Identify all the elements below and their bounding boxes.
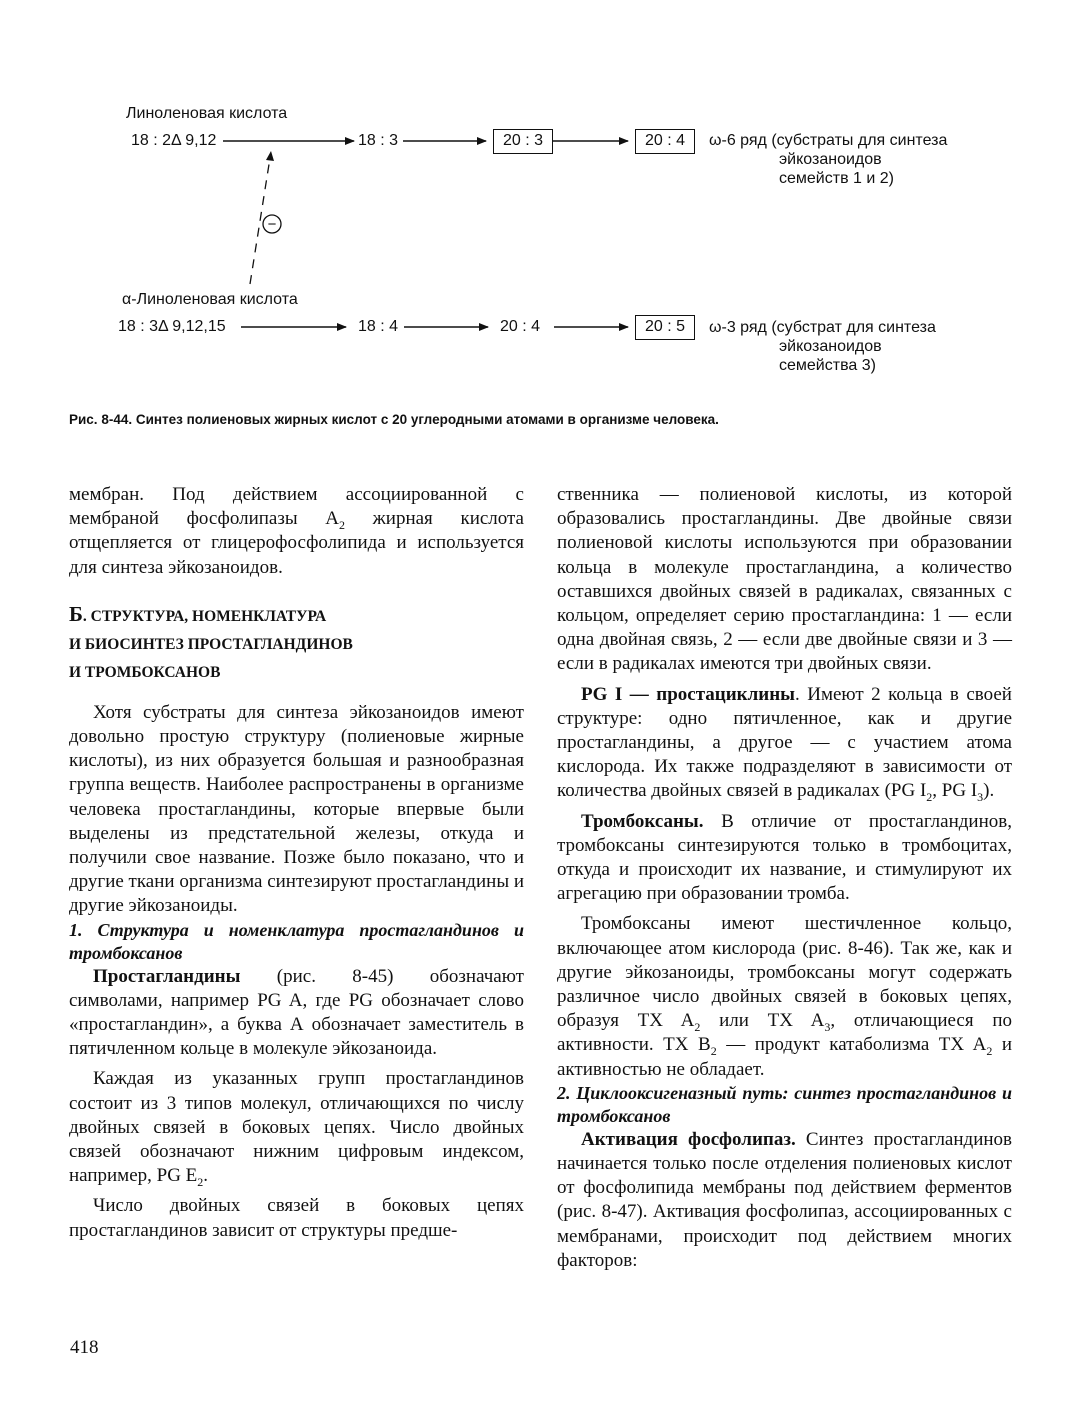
linoleic-acid-label: Линоленовая кислота — [126, 105, 288, 122]
r1-node-3-box: 20 : 3 — [493, 129, 553, 154]
left-column — [69, 483, 524, 1243]
figure-caption: Рис. 8-44. Синтез полиеновых жирных кислот с 20 углеродными атомами в организме человека. — [69, 412, 719, 427]
omega3-note-line1: ω-3 ряд (субстрат для синтеза — [709, 319, 936, 336]
omega6-note — [709, 131, 947, 188]
r1-node-4-box: 20 : 4 — [635, 129, 695, 154]
right-paragraph-phospholipase: Активация фосфолипаз. Синтез простагландинов начинается только после отделения полиеновых кислот от фосфолипида мембраны под действием ферментов (рис. 8-47). Активация фосфолипаз, ассоциированных с мембранами, происходит под действием многих факторов: — [557, 1128, 1012, 1271]
subheading-2: 2. Циклооксигеназный путь: синтез простагландинов и тромбоксанов — [557, 1082, 1012, 1126]
right-paragraph-thromboxanes: Тромбоксаны. В отличие от простагландинов, тромбоксаны синтезируются только в тромбоцитах, откуда и происходит их название, и стимулируют их агрегацию при образовании тромба. — [557, 810, 1012, 905]
alpha-linolenic-label: α-Линоленовая кислота — [122, 291, 298, 308]
r2-node-2: 18 : 4 — [358, 318, 399, 335]
r1-node-2: 18 : 3 — [358, 132, 399, 149]
left-paragraph-groups: Каждая из указанных групп простагландинов состоит из 3 типов молекул, отличающихся по числу двойных связей в боковых цепях. Число двойных связей обозначают нижним цифровым индексом, например, PG $E_2$. — [69, 1068, 524, 1190]
omega6-note-line1: ω-6 ряд (субстраты для синтеза — [709, 132, 948, 149]
omega3-note — [709, 318, 936, 375]
right-paragraph-continuation: ственника — полиеновой кислоты, из которой образовались простагландины. Две двойные связи полиеновой кислоты используются при образовании кольца в молекуле простагландина, а количество оставшихся двойных связей в радикалах, связанных с кольцом, определяет серию простагландина: 1 — если одна двойная связь, 2 — если две двойные связи и 3 — если в радикалах имеются три двойных связи. — [557, 484, 1012, 675]
r2-node-1: 18 : 3Δ 9,12,15 — [118, 318, 226, 335]
right-column — [557, 483, 1012, 1273]
page-number: 418 — [70, 1337, 99, 1358]
omega6-note-line3: семейств 1 и 2) — [779, 170, 894, 187]
section-heading-b: Б. СТРУКТУРА, НОМЕНКЛАТУРА И БИОСИНТЕЗ ПРОСТАГЛАНДИНОВ И ТРОМБОКСАНОВ — [69, 601, 353, 681]
omega6-note-line2: эйкозаноидов — [779, 151, 882, 168]
r1-node-1: 18 : 2Δ 9,12 — [131, 132, 217, 149]
omega3-note-line3: семейства 3) — [779, 357, 876, 374]
left-paragraph-double-bonds: Число двойных связей в боковых цепях простагландинов зависит от структуры предше- — [69, 1195, 524, 1241]
right-paragraph-pgi: PG I — простациклины. Имеют 2 кольца в своей структуре: одно пятичленное, как и другие простагландины, а другое — с участием атома кислорода. Их также подразделяют в зависимости от количества двойных связей в радикалах (PG $I_2$, PG $I_3$). — [557, 683, 1012, 805]
pathway-figure — [0, 0, 1077, 400]
left-paragraph-prostaglandins: Простагландины (рис. 8-45) обозначают символами, например PG A, где PG обозначает слово «простагландин», а буква А обозначает заместитель в пятичленном кольце в молекуле эйкозаноида. — [69, 965, 524, 1060]
r2-node-4-box: 20 : 5 — [635, 315, 695, 340]
left-paragraph-continuation: мембран. Под действием ассоциированной с мембраной фосфолипазы $A_2$ жирная кислота отщепляется от глицерофосфолипида и используется для синтеза эйкозаноидов. — [69, 484, 524, 578]
subheading-1: 1. Структура и номенклатура простагландинов и тромбоксанов — [69, 919, 524, 963]
right-paragraph-thromboxane-ring: Тромбоксаны имеют шестичленное кольцо, включающее атом кислорода (рис. 8-46). Так же, как и другие эйкозаноиды, тромбоксаны могут содержать различное число двойных связей в боковых цепях, образуя TX $A_2$ или TX $A_3$, отличающиеся по активности. TX $B_2$ — продукт катаболизма TX $A_2$ и активностью не обладает. — [557, 913, 1012, 1080]
inhibition-arrowhead — [266, 151, 274, 161]
omega3-note-line2: эйкозаноидов — [779, 338, 882, 355]
inhibition-symbol: − — [267, 216, 277, 233]
left-paragraph-intro: Хотя субстраты для синтеза эйкозаноидов имеют довольно простую структуру (полиеновые жирные кислоты), из них образуется большая и разнообразная группа веществ. Наиболее распространены в организме человека простагландины, которые впервые были выделены из предстательной железы, откуда и получили свое название. Позже было показано, что и другие ткани организма синтезируют простагландины и другие эйкозаноиды. — [69, 701, 524, 917]
r2-node-3: 20 : 4 — [500, 318, 541, 335]
